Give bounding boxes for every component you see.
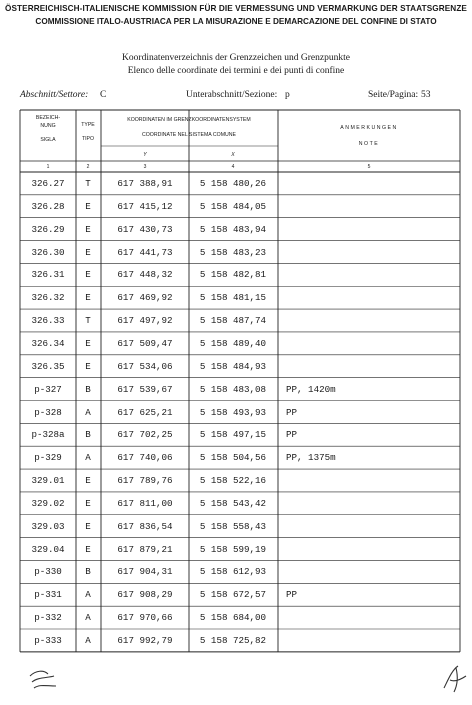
row-type: A (85, 452, 91, 464)
row-id: p-329 (34, 452, 62, 464)
row-x: 5 158 483,08 (199, 383, 267, 395)
row-id: 326.29 (31, 223, 65, 235)
row-y: 617 992,79 (117, 635, 173, 646)
row-x: 5 158 725,82 (199, 635, 267, 646)
seite-value: 53 (421, 90, 431, 100)
commission-title-italian: COMMISSIONE ITALO-AUSTRIACA PER LA MISURAZIONE E DEMARCAZIONE DEL CONFINE DI STATO (35, 17, 437, 26)
col-notes-header: ANMERKUNGEN (340, 125, 398, 131)
col-type-header: TYPE TIPO (81, 122, 95, 142)
row-id: 329.03 (31, 520, 65, 532)
row-id: 326.32 (31, 292, 65, 304)
row-y: 617 908,29 (117, 589, 173, 601)
row-type: E (85, 337, 91, 349)
row-y: 617 970,66 (117, 612, 173, 624)
row-type: B (85, 566, 91, 578)
row-note: PP (286, 589, 298, 601)
row-type: E (85, 292, 91, 304)
row-id: 326.27 (31, 178, 65, 189)
row-y: 617 904,31 (117, 566, 173, 578)
row-id: 329.04 (31, 543, 65, 555)
row-type: A (85, 589, 91, 601)
row-type: E (85, 520, 91, 532)
row-id: p-333 (34, 635, 62, 646)
col-number-5: 5 (367, 164, 371, 170)
row-note: PP, 1420m (286, 383, 336, 395)
row-y: 617 836,54 (117, 520, 173, 532)
row-y: 617 415,12 (117, 200, 173, 212)
row-x: 5 158 493,93 (199, 406, 267, 418)
row-y: 617 430,73 (117, 223, 173, 235)
row-type: B (85, 429, 91, 441)
row-note: PP (286, 406, 298, 418)
row-x: 5 158 483,23 (199, 246, 267, 258)
row-y: 617 469,92 (117, 292, 173, 304)
row-x: 5 158 504,56 (199, 452, 267, 464)
row-type: A (85, 635, 91, 646)
row-x: 5 158 599,19 (199, 543, 267, 555)
row-y: 617 625,21 (117, 406, 173, 418)
row-note: PP (286, 429, 298, 441)
row-x: 5 158 684,00 (199, 612, 267, 624)
col-coordinates-header: KOORDINATEN IM GRENZKOORDINATENSYSTEM (127, 117, 251, 123)
row-x: 5 158 480,26 (199, 178, 267, 189)
row-x: 5 158 483,94 (199, 223, 267, 235)
row-x: 5 158 484,05 (199, 200, 267, 212)
document-title-german: Koordinatenverzeichnis der Grenzzeichen und Grenzpunkte (122, 53, 350, 63)
row-y: 617 740,06 (117, 452, 173, 464)
unterabschnitt-value: p (285, 90, 290, 100)
row-type: A (85, 612, 91, 624)
row-y: 617 441,73 (117, 246, 173, 258)
row-type: E (85, 497, 91, 509)
row-x: 5 158 497,15 (199, 429, 267, 441)
row-y: 617 702,25 (117, 429, 173, 441)
col-bezeichnung-header: BEZEICH- NUNG SIGLA (35, 115, 61, 143)
row-x: 5 158 558,43 (199, 520, 267, 532)
row-type: T (85, 178, 91, 189)
row-y: 617 534,06 (117, 360, 173, 372)
abschnitt-label: Abschnitt/Settore: (20, 90, 89, 100)
row-type: E (85, 269, 91, 281)
row-x: 5 158 543,42 (199, 497, 267, 509)
row-type: E (85, 360, 91, 372)
row-x: 5 158 672,57 (199, 589, 267, 601)
row-type: E (85, 543, 91, 555)
signature-right (440, 662, 470, 694)
row-id: p-332 (34, 612, 62, 624)
row-note: PP, 1375m (286, 452, 336, 464)
row-type: E (85, 200, 91, 212)
unterabschnitt-label: Unterabschnitt/Sezione: (186, 90, 278, 100)
row-id: 329.01 (31, 475, 65, 487)
signature-left (26, 664, 60, 692)
row-type: T (85, 315, 91, 327)
row-y: 617 539,67 (117, 383, 173, 395)
row-type: E (85, 223, 91, 235)
col-notes-header-it: NOTE (358, 141, 380, 147)
row-id: 326.28 (31, 200, 65, 212)
document-title-italian: Elenco delle coordinate dei termini e dei punti di confine (127, 66, 345, 76)
row-x: 5 158 487,74 (199, 315, 267, 327)
col-coordinates-header-it: COORDINATE NEL SISTEMA COMUNE (142, 132, 236, 138)
row-id: 329.02 (31, 497, 65, 509)
col-number-1: 1 (46, 164, 50, 170)
row-y: 617 879,21 (117, 543, 173, 555)
col-y-header: Y (143, 152, 147, 158)
row-id: 326.35 (31, 360, 65, 372)
row-id: 326.31 (31, 269, 65, 281)
col-number-3: 3 (143, 164, 147, 170)
row-id: p-328a (31, 429, 65, 441)
row-type: B (85, 383, 91, 395)
row-y: 617 388,91 (117, 178, 173, 189)
seite-label: Seite/Pagina: (368, 90, 419, 100)
row-x: 5 158 522,16 (199, 475, 267, 487)
commission-title-german: ÖSTERREICHISCH-ITALIENISCHE KOMMISSION FÜR DIE VERMESSUNG UND VERMARKUNG DER STAATSGRENZE (5, 4, 467, 13)
col-x-header: X (231, 152, 235, 158)
row-id: p-328 (34, 406, 62, 418)
row-id: 326.34 (31, 337, 65, 349)
row-type: A (85, 406, 91, 418)
row-type: E (85, 475, 91, 487)
row-id: 326.30 (31, 246, 65, 258)
row-y: 617 509,47 (117, 337, 173, 349)
row-y: 617 448,32 (117, 269, 173, 281)
col-number-4: 4 (231, 164, 235, 170)
row-x: 5 158 482,81 (199, 269, 267, 281)
row-y: 617 497,92 (117, 315, 173, 327)
row-x: 5 158 612,93 (199, 566, 267, 578)
row-id: p-327 (34, 383, 62, 395)
row-x: 5 158 484,93 (199, 360, 267, 372)
row-y: 617 789,76 (117, 475, 173, 487)
row-type: E (85, 246, 91, 258)
row-id: 326.33 (31, 315, 65, 327)
row-id: p-330 (34, 566, 62, 578)
abschnitt-value: C (100, 90, 107, 100)
row-x: 5 158 481,15 (199, 292, 267, 304)
row-x: 5 158 489,40 (199, 337, 267, 349)
row-y: 617 811,00 (117, 497, 173, 509)
row-id: p-331 (34, 589, 62, 601)
col-number-2: 2 (86, 164, 90, 170)
